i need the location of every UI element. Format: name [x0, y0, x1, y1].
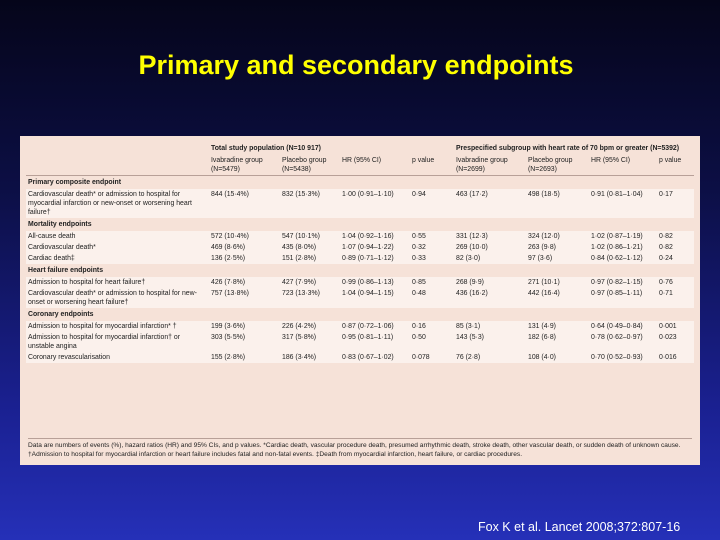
ivabradine-total-cell: 155 (2·8%): [209, 352, 280, 363]
group-header-row: [26, 142, 694, 155]
p-total-cell: 0·48: [410, 288, 454, 308]
hr-subgroup-cell: 0·64 (0·49–0·84): [589, 321, 657, 332]
p-total-cell: 0·078: [410, 352, 454, 363]
placebo-subgroup-cell: 498 (18·5): [526, 189, 589, 218]
p-total-cell: 0·55: [410, 231, 454, 242]
endpoint-label: Cardiovascular death* or admission to hospital for new-onset or worsening heart failure†: [26, 288, 209, 308]
placebo-subgroup-cell: 263 (9·8): [526, 242, 589, 253]
ivabradine-subgroup-cell: 331 (12·3): [454, 231, 526, 242]
endpoint-label: Admission to hospital for myocardial infarction† or unstable angina: [26, 332, 209, 352]
placebo-total-cell: 151 (2·8%): [280, 253, 340, 264]
section-header-row: [26, 218, 694, 231]
hr-subgroup-cell: 1·02 (0·87–1·19): [589, 231, 657, 242]
hr-subgroup-cell: 0·91 (0·81–1·04): [589, 189, 657, 218]
slide-title: Primary and secondary endpoints: [138, 50, 574, 80]
hr-subgroup-cell: 0·70 (0·52–0·93): [589, 352, 657, 363]
hr-subgroup-cell: 0·97 (0·82–1·15): [589, 277, 657, 288]
p-total-cell: 0·16: [410, 321, 454, 332]
section-title: Mortality endpoints: [26, 218, 694, 231]
col-hr-total: HR (95% CI): [340, 155, 410, 176]
endpoints-table-panel: [20, 136, 700, 465]
ivabradine-total-cell: 572 (10·4%): [209, 231, 280, 242]
table-row: [26, 253, 694, 264]
placebo-total-cell: 547 (10·1%): [280, 231, 340, 242]
ivabradine-total-cell: 136 (2·5%): [209, 253, 280, 264]
section-title: Heart failure endpoints: [26, 264, 694, 277]
endpoint-label: Cardiovascular death* or admission to hospital for myocardial infarction or new-onset or worsening heart failure†: [26, 189, 209, 218]
placebo-subgroup-cell: 131 (4·9): [526, 321, 589, 332]
p-subgroup-cell: 0·001: [657, 321, 694, 332]
p-subgroup-cell: 0·76: [657, 277, 694, 288]
hr-total-cell: 0·87 (0·72–1·06): [340, 321, 410, 332]
hr-total-cell: 0·89 (0·71–1·12): [340, 253, 410, 264]
hr-total-cell: 1·04 (0·94–1·15): [340, 288, 410, 308]
ivabradine-total-cell: 469 (8·6%): [209, 242, 280, 253]
p-total-cell: 0·94: [410, 189, 454, 218]
placebo-total-cell: 723 (13·3%): [280, 288, 340, 308]
placebo-total-cell: 226 (4·2%): [280, 321, 340, 332]
section-header-row: [26, 176, 694, 190]
endpoint-label: Cardiac death‡: [26, 253, 209, 264]
citation: Fox K et al. Lancet 2008;372:807-16: [478, 520, 681, 534]
p-subgroup-cell: 0·71: [657, 288, 694, 308]
placebo-total-cell: 317 (5·8%): [280, 332, 340, 352]
placebo-total-cell: 435 (8·0%): [280, 242, 340, 253]
placebo-subgroup-cell: 271 (10·1): [526, 277, 589, 288]
section-header-row: [26, 308, 694, 321]
ivabradine-subgroup-cell: 76 (2·8): [454, 352, 526, 363]
blank-header-cell: [26, 155, 209, 176]
hr-total-cell: 1·00 (0·91–1·10): [340, 189, 410, 218]
col-placebo-total: Placebo group (N=5438): [280, 155, 340, 176]
ivabradine-total-cell: 199 (3·6%): [209, 321, 280, 332]
col-ivabradine-total: Ivabradine group (N=5479): [209, 155, 280, 176]
hr-total-cell: 0·95 (0·81–1·11): [340, 332, 410, 352]
endpoint-label: Admission to hospital for myocardial infarction* †: [26, 321, 209, 332]
table-footnote: Data are numbers of events (%), hazard ratios (HR) and 95% CIs, and p values. *Cardiac death, vascular procedure death, presumed arrhythmic death, stroke death, other vascular death, or sudden death of unknown cause. †Admission to hospital for myocardial infarction or heart failure includes fatal and non-fatal events. ‡Death from myocardial infarction, heart failure, or cardiac procedures.: [28, 438, 692, 459]
p-total-cell: 0·85: [410, 277, 454, 288]
table-row: [26, 288, 694, 308]
ivabradine-subgroup-cell: 268 (9·9): [454, 277, 526, 288]
placebo-subgroup-cell: 108 (4·0): [526, 352, 589, 363]
p-subgroup-cell: 0·24: [657, 253, 694, 264]
endpoints-table: [26, 142, 694, 363]
table-row: [26, 352, 694, 363]
endpoint-label: Admission to hospital for heart failure†: [26, 277, 209, 288]
endpoint-label: Coronary revascularisation: [26, 352, 209, 363]
col-p-total: p value: [410, 155, 454, 176]
section-header-row: [26, 264, 694, 277]
ivabradine-subgroup-cell: 436 (16·2): [454, 288, 526, 308]
hr-subgroup-cell: 0·97 (0·85–1·11): [589, 288, 657, 308]
hr-total-cell: 1·07 (0·94–1·22): [340, 242, 410, 253]
column-header-row: [26, 155, 694, 176]
hr-subgroup-cell: 1·02 (0·86–1·21): [589, 242, 657, 253]
hr-subgroup-cell: 0·78 (0·62–0·97): [589, 332, 657, 352]
placebo-subgroup-cell: 442 (16·4): [526, 288, 589, 308]
ivabradine-total-cell: 426 (7·8%): [209, 277, 280, 288]
hr-total-cell: 0·83 (0·67–1·02): [340, 352, 410, 363]
p-subgroup-cell: 0·17: [657, 189, 694, 218]
p-subgroup-cell: 0·023: [657, 332, 694, 352]
ivabradine-subgroup-cell: 269 (10·0): [454, 242, 526, 253]
col-ivabradine-subgroup: Ivabradine group (N=2699): [454, 155, 526, 176]
table-row: [26, 332, 694, 352]
p-total-cell: 0·33: [410, 253, 454, 264]
col-p-subgroup: p value: [657, 155, 694, 176]
placebo-total-cell: 427 (7·9%): [280, 277, 340, 288]
hr-subgroup-cell: 0·84 (0·62–1·12): [589, 253, 657, 264]
p-subgroup-cell: 0·82: [657, 231, 694, 242]
placebo-subgroup-cell: 324 (12·0): [526, 231, 589, 242]
table-body: [26, 176, 694, 364]
col-hr-subgroup: HR (95% CI): [589, 155, 657, 176]
ivabradine-subgroup-cell: 463 (17·2): [454, 189, 526, 218]
subgroup-header: Prespecified subgroup with heart rate of 70 bpm or greater (N=5392): [456, 145, 680, 152]
endpoint-label: All-cause death: [26, 231, 209, 242]
table-row: [26, 321, 694, 332]
hr-total-cell: 1·04 (0·92–1·16): [340, 231, 410, 242]
ivabradine-subgroup-cell: 85 (3·1): [454, 321, 526, 332]
ivabradine-total-cell: 303 (5·5%): [209, 332, 280, 352]
p-subgroup-cell: 0·016: [657, 352, 694, 363]
blank-header-cell: [26, 142, 209, 155]
placebo-subgroup-cell: 97 (3·6): [526, 253, 589, 264]
placebo-total-cell: 832 (15·3%): [280, 189, 340, 218]
p-total-cell: 0·32: [410, 242, 454, 253]
endpoint-label: Cardiovascular death*: [26, 242, 209, 253]
ivabradine-subgroup-cell: 143 (5·3): [454, 332, 526, 352]
p-total-cell: 0·50: [410, 332, 454, 352]
ivabradine-total-cell: 844 (15·4%): [209, 189, 280, 218]
ivabradine-subgroup-cell: 82 (3·0): [454, 253, 526, 264]
table-row: [26, 189, 694, 218]
table-row: [26, 231, 694, 242]
ivabradine-total-cell: 757 (13·8%): [209, 288, 280, 308]
hr-total-cell: 0·99 (0·86–1·13): [340, 277, 410, 288]
table-row: [26, 242, 694, 253]
table-row: [26, 277, 694, 288]
col-placebo-subgroup: Placebo group (N=2693): [526, 155, 589, 176]
p-subgroup-cell: 0·82: [657, 242, 694, 253]
placebo-total-cell: 186 (3·4%): [280, 352, 340, 363]
total-population-header: Total study population (N=10 917): [211, 145, 321, 152]
placebo-subgroup-cell: 182 (6·8): [526, 332, 589, 352]
section-title: Coronary endpoints: [26, 308, 694, 321]
section-title: Primary composite endpoint: [26, 176, 694, 190]
